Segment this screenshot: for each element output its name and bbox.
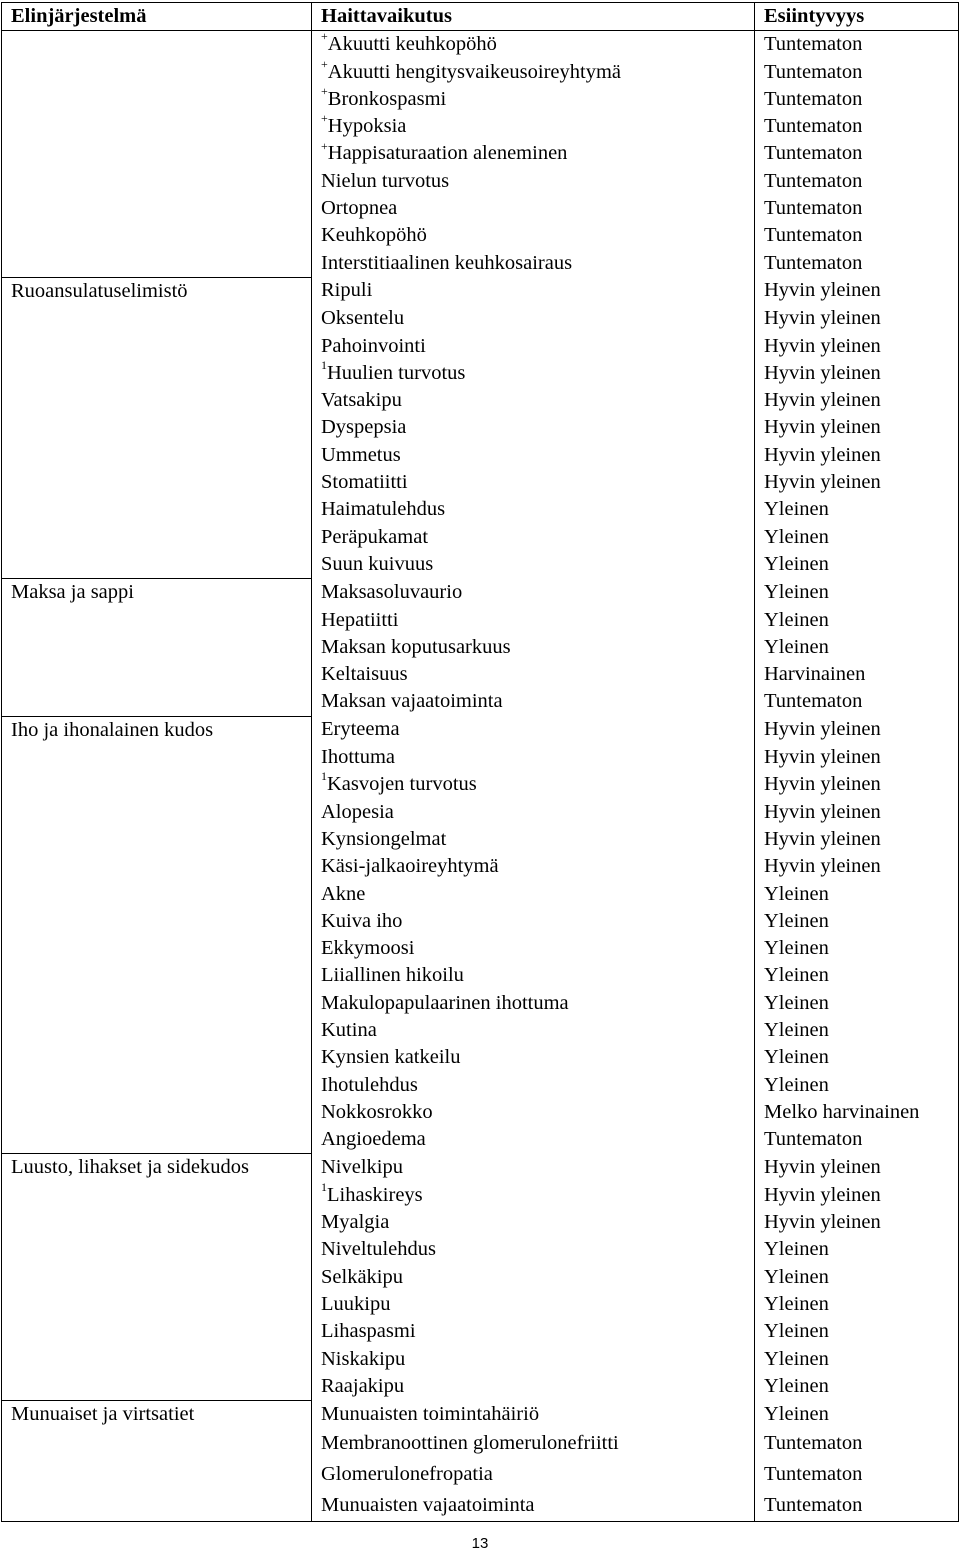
frequency-cell: Melko harvinainen (755, 1099, 959, 1126)
organ-system-cell (2, 496, 312, 523)
frequency-cell: Hyvin yleinen (755, 360, 959, 387)
adverse-effect-cell (312, 579, 755, 607)
frequency-cell: Yleinen (755, 579, 959, 607)
table-row (2, 716, 959, 744)
table-row (2, 222, 959, 249)
frequency-cell: Hyvin yleinen (755, 442, 959, 469)
adverse-effect-cell (312, 113, 755, 140)
adverse-effect-cell (312, 744, 755, 771)
adverse-effect-cell (312, 387, 755, 414)
frequency-cell: Hyvin yleinen (755, 1182, 959, 1209)
adverse-effect-cell (312, 414, 755, 441)
table-header-row (2, 3, 959, 31)
table-row (2, 414, 959, 441)
adverse-effect-label: Ummetus (321, 443, 401, 466)
table-row (2, 688, 959, 716)
table-row (2, 551, 959, 579)
adverse-effect-cell (312, 1236, 755, 1263)
adverse-effect-label: Membranoottinen glomerulonefriitti (321, 1432, 619, 1455)
adverse-effect-label: Glomerulonefropatia (321, 1463, 493, 1486)
table-row (2, 1346, 959, 1373)
organ-system-cell (2, 634, 312, 661)
organ-system-cell (2, 1044, 312, 1071)
table-row (2, 387, 959, 414)
adverse-effect-cell (312, 1490, 755, 1522)
adverse-effect-cell (312, 1126, 755, 1154)
adverse-effect-cell (312, 990, 755, 1017)
header-frequency: Esiintyvyys (755, 3, 959, 31)
adverse-effect-label: Selkäkipu (321, 1265, 403, 1288)
adverse-effect-label: Kynsien katkeilu (321, 1046, 461, 1069)
organ-system-cell (2, 305, 312, 332)
organ-system-cell: Munuaiset ja virtsatiet (2, 1401, 312, 1429)
adverse-effect-label: Bronkospasmi (327, 87, 447, 110)
adverse-effect-label: Kasvojen turvotus (327, 773, 477, 796)
adverse-effect-label: Munuaisten vajaatoiminta (321, 1494, 535, 1517)
organ-system-cell (2, 799, 312, 826)
frequency-cell: Tuntematon (755, 59, 959, 86)
adverse-effect-label: Akne (321, 882, 366, 905)
table-row (2, 250, 959, 278)
organ-system-cell (2, 442, 312, 469)
frequency-cell: Yleinen (755, 634, 959, 661)
page-number: 13 (471, 1535, 489, 1552)
organ-system-cell (2, 661, 312, 688)
frequency-cell: Yleinen (755, 1072, 959, 1099)
frequency-cell: Hyvin yleinen (755, 414, 959, 441)
footnote-mark: + (321, 113, 328, 126)
adverse-effect-label: Kutina (321, 1018, 377, 1041)
adverse-effect-label: Pahoinvointi (321, 334, 426, 357)
adverse-effect-cell (312, 469, 755, 496)
adverse-effect-label: Myalgia (321, 1211, 390, 1234)
adverse-effect-label: Lihaskireys (327, 1183, 423, 1206)
adverse-effect-label: Kuiva iho (321, 909, 403, 932)
frequency-cell: Hyvin yleinen (755, 1154, 959, 1182)
adverse-effect-cell (312, 168, 755, 195)
table-row (2, 634, 959, 661)
adverse-effect-cell (312, 250, 755, 278)
adverse-effect-cell (312, 881, 755, 908)
adverse-effect-cell (312, 771, 755, 798)
frequency-cell: Yleinen (755, 1017, 959, 1044)
frequency-cell: Yleinen (755, 496, 959, 523)
adverse-effect-cell (312, 496, 755, 523)
adverse-effect-label: Raajakipu (321, 1374, 405, 1397)
header-adverse-effect: Haittavaikutus (312, 3, 755, 31)
adverse-effect-cell (312, 1072, 755, 1099)
adverse-effect-label: Keuhkopöhö (321, 224, 427, 247)
table-row (2, 1044, 959, 1071)
frequency-cell: Yleinen (755, 1044, 959, 1071)
organ-system-cell (2, 1428, 312, 1459)
organ-system-cell (2, 1490, 312, 1522)
adverse-effect-label: Ihotulehdus (321, 1073, 418, 1096)
organ-system-cell (2, 1072, 312, 1099)
header-organ-system: Elinjärjestelmä (2, 3, 312, 31)
organ-system-cell (2, 222, 312, 249)
frequency-cell: Yleinen (755, 1373, 959, 1401)
table-row (2, 990, 959, 1017)
table-row (2, 113, 959, 140)
adverse-effect-cell (312, 1044, 755, 1071)
organ-system-cell (2, 140, 312, 167)
adverse-effect-cell (312, 140, 755, 167)
adverse-effect-label: Maksasoluvaurio (321, 580, 463, 603)
table-row (2, 1209, 959, 1236)
adverse-effect-label: Niveltulehdus (321, 1238, 437, 1261)
footnote-mark: 1 (321, 1181, 327, 1194)
adverse-effect-label: Dyspepsia (321, 416, 407, 439)
table-row (2, 469, 959, 496)
frequency-cell: Hyvin yleinen (755, 1209, 959, 1236)
adverse-effect-label: Hypoksia (327, 115, 407, 138)
frequency-cell: Tuntematon (755, 688, 959, 716)
adverse-effect-cell (312, 86, 755, 113)
table-row (2, 1154, 959, 1182)
adverse-effect-label: Lihaspasmi (321, 1320, 416, 1343)
frequency-cell: Yleinen (755, 935, 959, 962)
frequency-cell: Yleinen (755, 962, 959, 989)
organ-system-cell (2, 31, 312, 59)
frequency-cell: Tuntematon (755, 250, 959, 278)
table-row (2, 962, 959, 989)
frequency-cell: Hyvin yleinen (755, 305, 959, 332)
adverse-effect-cell (312, 1017, 755, 1044)
frequency-cell: Yleinen (755, 551, 959, 579)
adverse-effect-cell (312, 222, 755, 249)
frequency-cell: Hyvin yleinen (755, 744, 959, 771)
frequency-cell: Hyvin yleinen (755, 771, 959, 798)
organ-system-cell (2, 990, 312, 1017)
adverse-effect-label: Huulien turvotus (327, 361, 466, 384)
table-row (2, 799, 959, 826)
footnote-mark: + (321, 30, 328, 44)
frequency-cell: Yleinen (755, 1318, 959, 1345)
adverse-effect-label: Ihottuma (321, 746, 396, 769)
frequency-cell: Harvinainen (755, 661, 959, 688)
footnote-mark: 1 (321, 359, 327, 373)
table-row (2, 1099, 959, 1126)
organ-system-cell (2, 744, 312, 771)
table-row (2, 661, 959, 688)
organ-system-cell (2, 113, 312, 140)
organ-system-cell (2, 1373, 312, 1401)
organ-system-cell (2, 1318, 312, 1345)
table-row (2, 1401, 959, 1429)
organ-system-cell (2, 1236, 312, 1263)
adverse-effect-label: Munuaisten toimintahäiriö (321, 1402, 540, 1425)
frequency-cell: Yleinen (755, 881, 959, 908)
table-row (2, 442, 959, 469)
adverse-effect-label: Makulopapulaarinen ihottuma (321, 991, 569, 1014)
adverse-effect-cell (312, 1099, 755, 1126)
adverse-effect-cell (312, 1264, 755, 1291)
frequency-cell: Tuntematon (755, 1490, 959, 1522)
organ-system-cell (2, 1209, 312, 1236)
organ-system-cell (2, 1099, 312, 1126)
adverse-effect-cell (312, 305, 755, 332)
table-row (2, 333, 959, 360)
adverse-effect-cell (312, 826, 755, 853)
footnote-mark: + (321, 85, 328, 99)
organ-system-cell (2, 908, 312, 935)
frequency-cell: Tuntematon (755, 113, 959, 140)
table-row (2, 1318, 959, 1345)
organ-system-cell: Ruoansulatuselimistö (2, 277, 312, 305)
adverse-effect-label: Luukipu (321, 1292, 391, 1315)
adverse-effect-label: Akuutti keuhkopöhö (327, 33, 497, 56)
frequency-cell: Yleinen (755, 607, 959, 634)
organ-system-cell (2, 333, 312, 360)
organ-system-cell (2, 414, 312, 441)
organ-system-cell (2, 250, 312, 278)
adverse-effect-label: Nivelkipu (321, 1155, 403, 1178)
frequency-cell: Tuntematon (755, 1428, 959, 1459)
organ-system-cell (2, 195, 312, 222)
adverse-effect-cell (312, 853, 755, 880)
organ-system-cell (2, 1182, 312, 1209)
adverse-effect-label: Interstitiaalinen keuhkosairaus (321, 251, 573, 274)
table-row (2, 1017, 959, 1044)
adverse-effect-label: Maksan vajaatoiminta (321, 690, 503, 713)
adverse-effect-cell (312, 1346, 755, 1373)
adverse-effect-label: Happisaturaation aleneminen (327, 142, 568, 165)
table-row (2, 1072, 959, 1099)
footnote-mark: + (321, 58, 328, 71)
frequency-cell: Yleinen (755, 908, 959, 935)
table-body (2, 31, 959, 1522)
table-row (2, 59, 959, 86)
adverse-effect-cell (312, 1182, 755, 1209)
adverse-effect-label: Akuutti hengitysvaikeusoireyhtymä (327, 60, 621, 83)
table-row (2, 168, 959, 195)
organ-system-cell (2, 962, 312, 989)
table-row (2, 496, 959, 523)
frequency-cell: Yleinen (755, 1236, 959, 1263)
organ-system-cell (2, 853, 312, 880)
adverse-effect-cell (312, 1291, 755, 1318)
table-row (2, 277, 959, 305)
adverse-effect-cell (312, 661, 755, 688)
table-row (2, 881, 959, 908)
frequency-cell: Tuntematon (755, 1126, 959, 1154)
organ-system-cell (2, 1346, 312, 1373)
frequency-cell: Hyvin yleinen (755, 387, 959, 414)
table-row (2, 1264, 959, 1291)
organ-system-cell (2, 826, 312, 853)
adverse-effect-cell (312, 277, 755, 305)
adverse-effect-label: Ekkymoosi (321, 937, 415, 960)
adverse-effect-cell (312, 962, 755, 989)
adverse-effect-cell (312, 195, 755, 222)
table-row (2, 86, 959, 113)
adverse-effect-cell (312, 1209, 755, 1236)
table-row (2, 140, 959, 167)
table-row (2, 826, 959, 853)
frequency-cell: Yleinen (755, 524, 959, 551)
frequency-cell: Hyvin yleinen (755, 853, 959, 880)
table-row (2, 195, 959, 222)
organ-system-cell (2, 688, 312, 716)
frequency-cell: Hyvin yleinen (755, 333, 959, 360)
adverse-effect-label: Niskakipu (321, 1347, 406, 1370)
table-row (2, 1236, 959, 1263)
adverse-effect-cell (312, 442, 755, 469)
table-row (2, 1182, 959, 1209)
adverse-effect-cell (312, 1428, 755, 1459)
adverse-effect-cell (312, 1318, 755, 1345)
frequency-cell: Tuntematon (755, 195, 959, 222)
table-row (2, 1373, 959, 1401)
table-row (2, 1291, 959, 1318)
adverse-effect-label: Suun kuivuus (321, 552, 434, 575)
organ-system-cell (2, 607, 312, 634)
table-row (2, 1490, 959, 1522)
frequency-cell: Tuntematon (755, 168, 959, 195)
organ-system-cell (2, 1264, 312, 1291)
adverse-effect-label: Kynsiongelmat (321, 827, 447, 850)
adverse-effect-cell (312, 333, 755, 360)
adverse-effect-label: Keltaisuus (321, 663, 408, 686)
frequency-cell: Hyvin yleinen (755, 469, 959, 496)
adverse-effect-label: Nokkosrokko (321, 1100, 433, 1123)
frequency-cell: Yleinen (755, 1291, 959, 1318)
organ-system-cell (2, 1126, 312, 1154)
table-row (2, 1126, 959, 1154)
adverse-effect-cell (312, 634, 755, 661)
organ-system-cell (2, 551, 312, 579)
frequency-cell: Tuntematon (755, 86, 959, 113)
adverse-effect-cell (312, 607, 755, 634)
adverse-effect-cell (312, 59, 755, 86)
frequency-cell: Hyvin yleinen (755, 799, 959, 826)
adverse-effect-label: Käsi-jalkaoireyhtymä (321, 855, 499, 878)
adverse-effect-cell (312, 524, 755, 551)
frequency-cell: Hyvin yleinen (755, 826, 959, 853)
organ-system-cell: Luusto, lihakset ja sidekudos (2, 1154, 312, 1182)
frequency-cell: Tuntematon (755, 31, 959, 59)
frequency-cell: Yleinen (755, 1346, 959, 1373)
adverse-effect-cell (312, 716, 755, 744)
adverse-effect-label: Stomatiitti (321, 471, 408, 494)
adverse-effect-cell (312, 551, 755, 579)
adverse-effect-label: Ripuli (321, 279, 373, 302)
adverse-effect-label: Angioedema (321, 1128, 426, 1151)
adverse-effect-label: Maksan koputusarkuus (321, 635, 511, 658)
adverse-effect-cell (312, 1154, 755, 1182)
organ-system-cell (2, 469, 312, 496)
organ-system-cell (2, 360, 312, 387)
table-row (2, 771, 959, 798)
adverse-effect-label: Peräpukamat (321, 525, 429, 548)
organ-system-cell (2, 1459, 312, 1490)
organ-system-cell (2, 771, 312, 798)
table-row (2, 31, 959, 59)
adverse-effect-label: Hepatiitti (321, 608, 399, 631)
adverse-effects-table (1, 2, 959, 1522)
organ-system-cell (2, 1017, 312, 1044)
organ-system-cell (2, 1291, 312, 1318)
adverse-effect-label: Eryteema (321, 718, 400, 741)
adverse-effect-label: Haimatulehdus (321, 498, 446, 521)
footnote-mark: + (321, 140, 328, 153)
frequency-cell: Hyvin yleinen (755, 277, 959, 305)
organ-system-cell (2, 524, 312, 551)
adverse-effect-label: Liiallinen hikoilu (321, 964, 464, 987)
table-row (2, 853, 959, 880)
footnote-mark: 1 (321, 771, 327, 784)
table-row (2, 360, 959, 387)
frequency-cell: Hyvin yleinen (755, 716, 959, 744)
organ-system-cell (2, 387, 312, 414)
frequency-cell: Yleinen (755, 990, 959, 1017)
table-row (2, 908, 959, 935)
adverse-effect-cell (312, 908, 755, 935)
organ-system-cell: Iho ja ihonalainen kudos (2, 716, 312, 744)
adverse-effect-cell (312, 31, 755, 59)
organ-system-cell (2, 935, 312, 962)
adverse-effect-cell (312, 799, 755, 826)
organ-system-cell (2, 86, 312, 113)
adverse-effect-cell (312, 688, 755, 716)
adverse-effect-label: Vatsakipu (321, 389, 402, 412)
adverse-effect-cell (312, 1373, 755, 1401)
table-row (2, 305, 959, 332)
adverse-effect-cell (312, 1401, 755, 1429)
organ-system-cell (2, 881, 312, 908)
organ-system-cell: Maksa ja sappi (2, 579, 312, 607)
adverse-effect-label: Ortopnea (321, 197, 398, 220)
frequency-cell: Yleinen (755, 1401, 959, 1429)
table-row (2, 744, 959, 771)
frequency-cell: Tuntematon (755, 1459, 959, 1490)
table-row (2, 1428, 959, 1459)
table-row (2, 935, 959, 962)
adverse-effect-label: Alopesia (321, 800, 394, 823)
adverse-effect-cell (312, 1459, 755, 1490)
adverse-effect-label: Nielun turvotus (321, 169, 450, 192)
table-row (2, 579, 959, 607)
adverse-effect-label: Oksentelu (321, 307, 405, 330)
adverse-effect-cell (312, 935, 755, 962)
table-row (2, 524, 959, 551)
organ-system-cell (2, 59, 312, 86)
table-row (2, 1459, 959, 1490)
adverse-effect-cell (312, 360, 755, 387)
frequency-cell: Tuntematon (755, 222, 959, 249)
organ-system-cell (2, 168, 312, 195)
frequency-cell: Tuntematon (755, 140, 959, 167)
table-row (2, 607, 959, 634)
frequency-cell: Yleinen (755, 1264, 959, 1291)
